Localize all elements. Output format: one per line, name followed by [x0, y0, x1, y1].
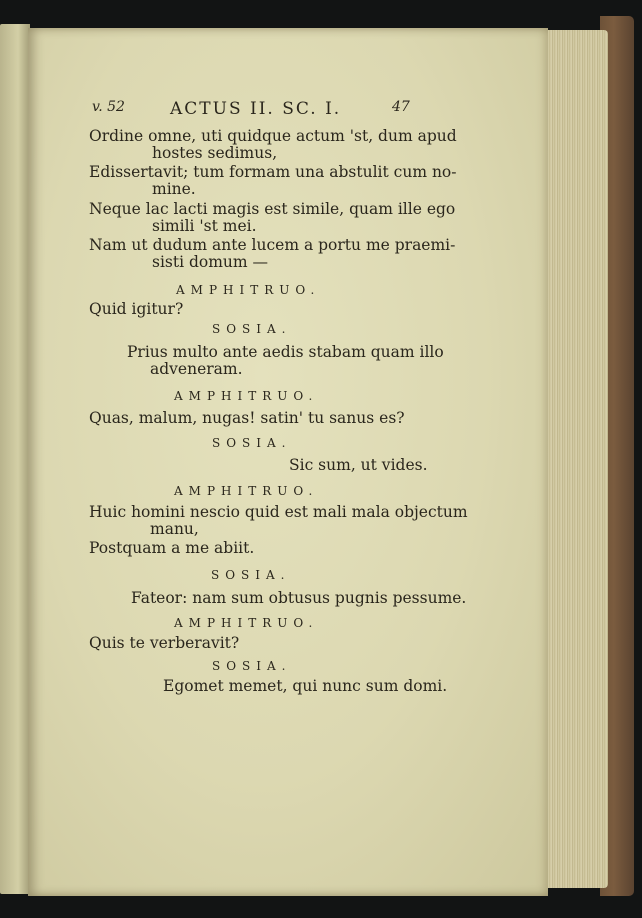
- dialogue-line-cont: manu,: [150, 520, 199, 538]
- speaker-heading: SOSIA.: [212, 322, 292, 336]
- dialogue-line: Sic sum, ut vides.: [289, 456, 428, 474]
- dialogue-line: Fateor: nam sum obtusus pugnis pessume.: [131, 589, 467, 607]
- speaker-heading: SOSIA.: [212, 436, 292, 450]
- dialogue-line-cont: adveneram.: [150, 360, 243, 378]
- speaker-heading: AMPHITRUO.: [174, 484, 319, 498]
- verse-line-cont: hostes sedimus,: [152, 144, 278, 162]
- speaker-heading: SOSIA.: [211, 568, 291, 582]
- dialogue-line: Quid igitur?: [89, 300, 184, 318]
- verse-line-cont: sisti domum —: [152, 253, 269, 271]
- speaker-heading: AMPHITRUO.: [174, 616, 319, 630]
- dialogue-line: Quas, malum, nugas! satin' tu sanus es?: [89, 409, 405, 427]
- dialogue-line: Quis te verberavit?: [89, 634, 240, 652]
- verse-reference: v. 52: [92, 99, 125, 115]
- page-edges: [538, 30, 608, 888]
- verse-line-cont: mine.: [152, 180, 196, 198]
- book-page: [28, 28, 548, 896]
- page-number: 47: [392, 99, 410, 115]
- verse-line: Neque lac lacti magis est simile, quam ille ego: [89, 200, 456, 218]
- speaker-heading: AMPHITRUO.: [176, 283, 321, 297]
- verse-line-cont: simili 'st mei.: [152, 217, 257, 235]
- verse-line: Ordine omne, uti quidque actum 'st, dum apud: [89, 127, 457, 145]
- speaker-heading: SOSIA.: [212, 659, 292, 673]
- dialogue-line: Egomet memet, qui nunc sum domi.: [163, 677, 448, 695]
- previous-page-edge: [0, 24, 30, 894]
- dialogue-line: Prius multo ante aedis stabam quam illo: [127, 343, 444, 361]
- speaker-heading: AMPHITRUO.: [174, 389, 319, 403]
- verse-line: Edissertavit; tum formam una abstulit cum no-: [89, 163, 457, 181]
- dialogue-line: Huic homini nescio quid est mali mala objectum: [89, 503, 468, 521]
- dialogue-line: Postquam a me abiit.: [89, 539, 255, 557]
- running-title: ACTUS II. SC. I.: [170, 99, 342, 119]
- verse-line: Nam ut dudum ante lucem a portu me praemi-: [89, 236, 456, 254]
